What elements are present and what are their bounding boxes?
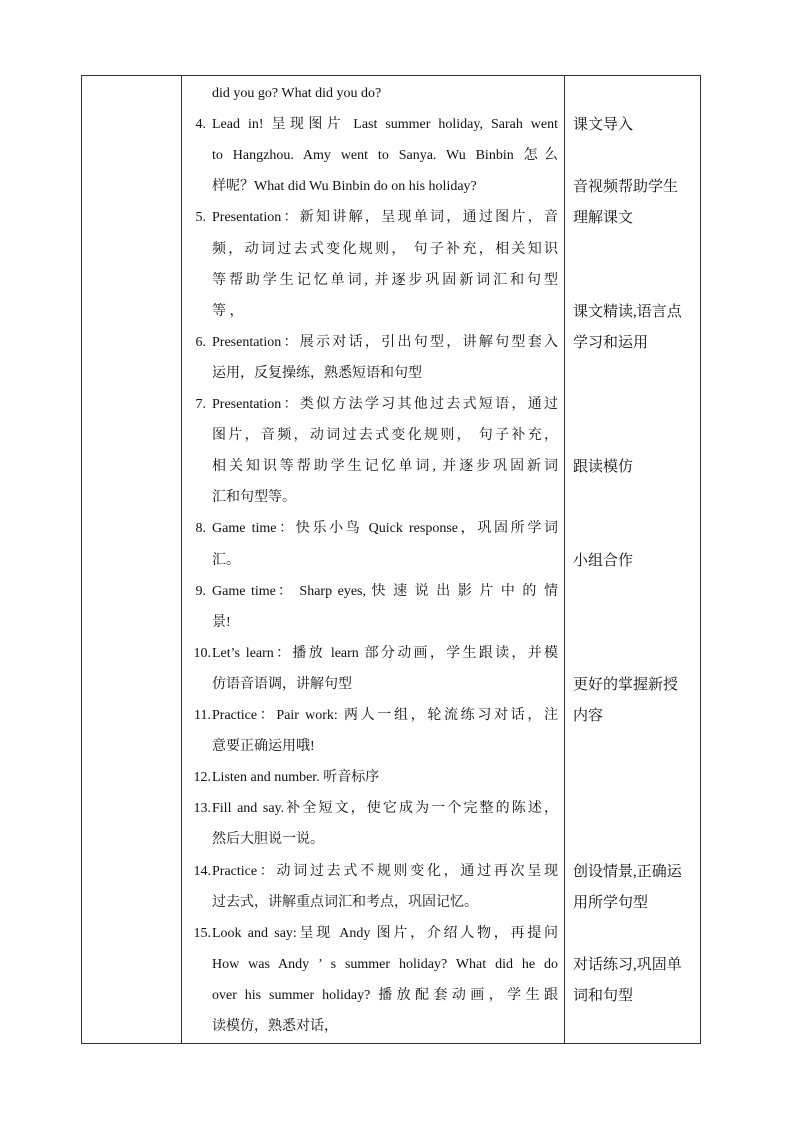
step-line: Practice：动词过去式不规则变化，通过再次呈现 [212, 863, 558, 879]
step-line: 然后大胆说一说。 [212, 832, 324, 848]
step-line: 汇和句型等。 [212, 490, 296, 506]
step-line: over his summer holiday? 播放配套动画，学生跟 [212, 987, 558, 1003]
step-line: Look and say:呈现 Andy 图片，介绍人物，再提问 [212, 925, 558, 941]
design-note: 音视频帮助学生 [573, 179, 679, 196]
step-line: 景! [212, 614, 231, 630]
intro-line: did you go? What did you do? [212, 86, 382, 101]
step-number: 5. [195, 210, 206, 226]
design-note: 课文精读,语言点 [573, 303, 682, 320]
column-divider-right [564, 76, 565, 1043]
step-number: 11. [194, 708, 211, 723]
design-note: 课文导入 [573, 117, 634, 134]
step-line: Fill and say.补全短文，使它成为一个完整的陈述， [212, 801, 558, 817]
design-note: 词和句型 [573, 987, 634, 1004]
step-line: 过去式，讲解重点词汇和考点，巩固记忆。 [212, 894, 478, 910]
design-note: 对话练习,巩固单 [573, 956, 682, 973]
lesson-plan-table [81, 75, 701, 1044]
step-line: 频，动词过去式变化规则， 句子补充，相关知识 [212, 241, 558, 257]
step-number: 13. [193, 801, 211, 817]
step-number: 15. [193, 925, 211, 941]
step-line: Presentation：类似方法学习其他过去式短语，通过 [212, 397, 558, 412]
step-number: 14. [193, 863, 211, 879]
step-line: Game time： Sharp eyes, 快 速 说 出 影 片 中 的 情 [212, 583, 558, 599]
design-note: 内容 [573, 708, 604, 724]
step-number: 4. [195, 117, 206, 133]
design-note: 更好的掌握新授 [573, 676, 679, 693]
step-line: How was Andy ’ s summer holiday? What did he do [212, 956, 558, 972]
step-line: Lead in! 呈现图片 Last summer holiday, Sarah went [212, 117, 558, 133]
design-note: 理解课文 [573, 210, 634, 227]
step-number: 7. [195, 397, 206, 412]
step-number: 12. [193, 770, 211, 786]
design-note: 学习和运用 [573, 334, 649, 351]
design-note: 用所学句型 [573, 894, 649, 911]
step-line: 图片，音频，动词过去式变化规则， 句子补充， [212, 428, 558, 444]
step-line: Presentation：展示对话，引出句型，讲解句型套入 [212, 334, 558, 350]
step-line: 相关知识等帮助学生记忆单词, 并逐步巩固新词 [212, 459, 558, 475]
design-note: 创设情景,正确运 [573, 863, 682, 880]
step-line: Listen and number. 听音标序 [212, 770, 380, 786]
step-line: 样呢？What did Wu Binbin do on his holiday? [212, 179, 477, 195]
step-number: 6. [195, 334, 206, 350]
step-line: 汇。 [212, 552, 240, 568]
step-line: Let’s learn：播放 learn 部分动画，学生跟读，并模 [212, 645, 558, 661]
step-line: 等帮助学生记忆单词, 并逐步巩固新词汇和句型 [212, 272, 558, 288]
step-line: 意要正确运用哦! [212, 739, 315, 755]
step-line: Practice：Pair work: 两人一组，轮流练习对话，注 [212, 708, 558, 723]
step-line: 等 ， [212, 303, 244, 319]
step-line: 读模仿，熟悉对话， [212, 1019, 338, 1034]
design-note: 小组合作 [573, 552, 634, 569]
step-number: 9. [195, 583, 206, 599]
step-line: to Hangzhou. Amy went to Sanya. Wu Binbin 怎么 [212, 148, 558, 164]
step-line: Presentation：新知讲解，呈现单词，通过图片，音 [212, 210, 558, 226]
step-number: 8. [195, 521, 206, 537]
step-line: Game time：快乐小鸟 Quick response，巩固所学词 [212, 521, 558, 537]
step-number: 10. [193, 645, 211, 661]
step-line: 运用，反复操练，熟悉短语和句型 [212, 365, 422, 381]
design-note: 跟读模仿 [573, 459, 634, 476]
step-line: 仿语音语调，讲解句型 [212, 676, 352, 692]
